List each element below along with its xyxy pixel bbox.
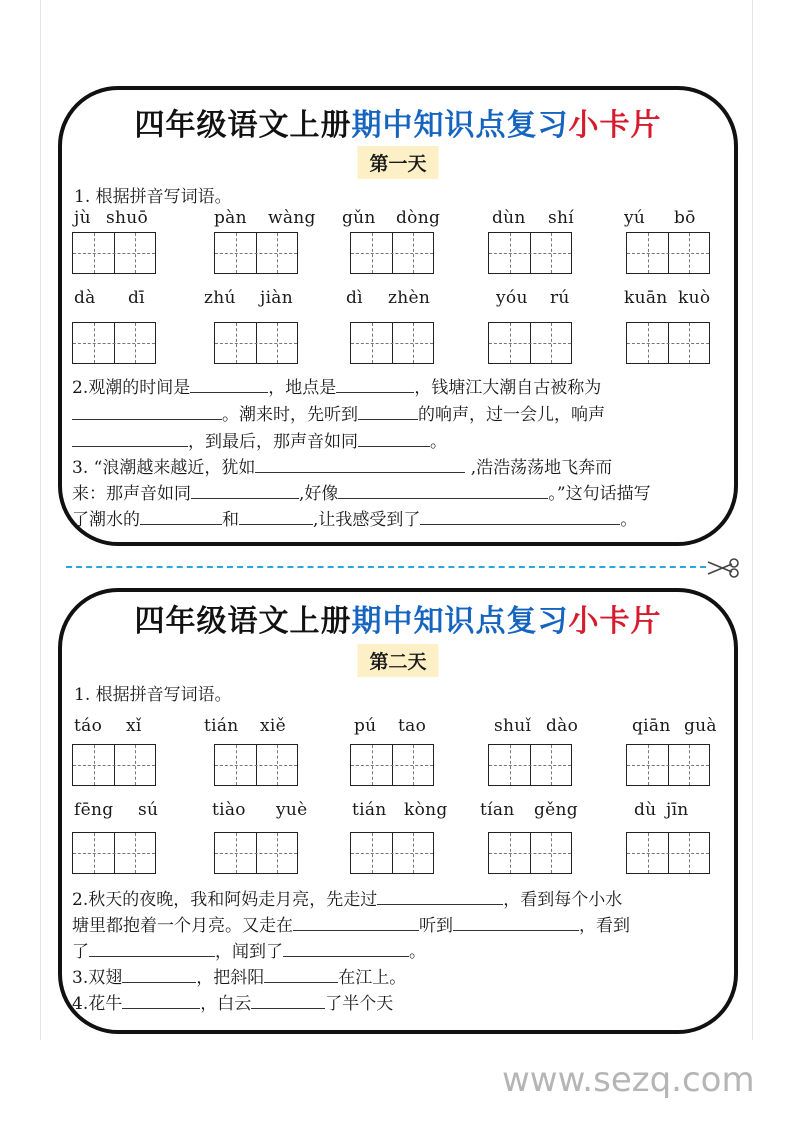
pinyin-syllable: kòng (404, 800, 448, 820)
answer-blank[interactable] (420, 506, 620, 525)
answer-blank[interactable] (190, 374, 268, 393)
answer-blank[interactable] (358, 401, 418, 420)
writing-grid[interactable] (350, 744, 434, 786)
pinyin-syllable: dùn (492, 208, 526, 228)
question-3-line (72, 964, 406, 991)
day-label: 第一天 (357, 146, 438, 179)
question-1-prompt: 1. 根据拼音写词语。 (74, 187, 232, 207)
question-text: 。”这句话描写 (548, 484, 651, 504)
question-text: 2.秋天的夜晚，我和阿妈走月亮，先走过 (72, 890, 378, 910)
writing-grid[interactable] (72, 744, 156, 786)
pinyin-syllable: kuò (678, 288, 711, 308)
answer-blank[interactable] (191, 480, 299, 499)
question-text: 了 (72, 942, 89, 962)
pinyin-syllable: kuān (624, 288, 668, 308)
pinyin-syllable: sú (138, 800, 159, 820)
answer-blank[interactable] (140, 506, 222, 525)
question-text: 听到 (419, 916, 453, 936)
question-3-line-1 (72, 454, 612, 481)
pinyin-syllable: yuè (276, 800, 308, 820)
question-text: ,浩浩荡荡地飞奔而 (465, 458, 613, 478)
answer-blank[interactable] (239, 506, 313, 525)
title-part-card: 小卡片 (568, 108, 662, 143)
answer-blank[interactable] (283, 938, 409, 957)
question-text: ,好像 (299, 484, 339, 504)
writing-grid[interactable] (214, 744, 298, 786)
title-part-topic: 期中知识点复习 (351, 604, 569, 639)
question-4-line (72, 990, 393, 1017)
question-2-line-2 (72, 401, 605, 428)
answer-blank[interactable] (358, 428, 430, 447)
question-text: 的响声，过一会儿，响声 (418, 405, 605, 425)
question-text: ，地点是 (268, 378, 337, 398)
answer-blank[interactable] (453, 912, 579, 931)
question-2-line-1 (72, 886, 622, 913)
pinyin-syllable: pú (354, 716, 377, 736)
answer-blank[interactable] (336, 374, 414, 393)
answer-blank[interactable] (338, 480, 548, 499)
question-text: ，白云 (200, 994, 252, 1014)
pinyin-syllable: xǐ (126, 716, 142, 736)
answer-blank[interactable] (293, 912, 419, 931)
answer-blank[interactable] (377, 886, 503, 905)
pinyin-syllable: zhèn (388, 288, 431, 308)
writing-grid[interactable] (488, 744, 572, 786)
question-text: ,让我感受到了 (313, 510, 421, 530)
day-label: 第二天 (357, 644, 438, 677)
writing-grid[interactable] (350, 832, 434, 874)
pinyin-syllable: dào (546, 716, 579, 736)
writing-grid[interactable] (488, 232, 572, 274)
title-part-topic: 期中知识点复习 (351, 108, 569, 143)
question-text: 。 (620, 510, 638, 530)
writing-grid[interactable] (626, 832, 710, 874)
pinyin-syllable: jù (74, 208, 91, 228)
pinyin-syllable: wàng (268, 208, 316, 228)
pinyin-syllable: jīn (666, 800, 689, 820)
question-1-prompt: 1. 根据拼音写词语。 (74, 685, 232, 705)
pinyin-syllable: yóu (496, 288, 528, 308)
right-margin-line (752, 0, 753, 1040)
question-text: 了半个天 (325, 994, 394, 1014)
writing-grid[interactable] (626, 322, 710, 364)
question-text: ，钱塘江大潮自古被称为 (414, 378, 602, 398)
pinyin-syllable: shí (548, 208, 575, 228)
pinyin-syllable: dì (346, 288, 363, 308)
writing-grid[interactable] (72, 232, 156, 274)
question-3-line-2 (72, 480, 651, 507)
pinyin-syllable: táo (74, 716, 103, 736)
question-text: 2.观潮的时间是 (72, 378, 191, 398)
scissors-icon (706, 556, 740, 580)
question-text: 了潮水的 (72, 510, 140, 530)
answer-blank[interactable] (122, 964, 196, 983)
pinyin-syllable: tao (398, 716, 427, 736)
pinyin-syllable: tiào (212, 800, 246, 820)
pinyin-syllable: shuō (106, 208, 149, 228)
pinyin-syllable: qiān (632, 716, 671, 736)
question-text: ，把斜阳 (196, 968, 265, 988)
pinyin-syllable: xiě (260, 716, 286, 736)
writing-grid[interactable] (350, 232, 434, 274)
writing-grid[interactable] (350, 322, 434, 364)
review-card-day-2 (58, 588, 738, 1034)
cut-line (66, 566, 706, 568)
pinyin-syllable: zhú (204, 288, 236, 308)
pinyin-syllable: gǔn (342, 208, 376, 228)
question-text: ，看到 (579, 916, 630, 936)
answer-blank[interactable] (72, 401, 222, 420)
card-title (62, 100, 734, 144)
answer-blank[interactable] (255, 454, 465, 473)
question-text: 塘里都抱着一个月亮。又走在 (72, 916, 293, 936)
writing-grid[interactable] (488, 832, 572, 874)
question-text: 。 (430, 432, 447, 452)
question-2-line-3 (72, 938, 426, 965)
pinyin-syllable: jiàn (260, 288, 293, 308)
review-card-day-1 (58, 86, 738, 546)
answer-blank[interactable] (72, 428, 188, 447)
question-text: ，闻到了 (215, 942, 283, 962)
writing-grid[interactable] (626, 744, 710, 786)
question-text: 和 (222, 510, 239, 530)
pinyin-syllable: bō (674, 208, 696, 228)
question-text: 。潮来时，先听到 (222, 405, 358, 425)
answer-blank[interactable] (122, 990, 200, 1009)
question-text: 3. “浪潮越来越近，犹如 (72, 458, 256, 478)
pinyin-syllable: tían (480, 800, 515, 820)
question-text: 。 (409, 942, 426, 962)
answer-blank[interactable] (89, 938, 215, 957)
pinyin-syllable: guà (684, 716, 717, 736)
question-text: ，看到每个小水 (503, 890, 623, 910)
writing-grid[interactable] (72, 322, 156, 364)
pinyin-syllable: dù (634, 800, 657, 820)
pinyin-syllable: pàn (214, 208, 247, 228)
card-title (62, 596, 734, 640)
answer-blank[interactable] (251, 990, 325, 1009)
left-margin-line (40, 0, 41, 1040)
pinyin-syllable: dà (74, 288, 96, 308)
pinyin-syllable: shuǐ (494, 716, 532, 736)
writing-grid[interactable] (72, 832, 156, 874)
writing-grid[interactable] (214, 232, 298, 274)
question-2-line-3 (72, 428, 447, 455)
question-text: 3.双翅 (72, 968, 123, 988)
pinyin-syllable: gěng (534, 800, 578, 820)
pinyin-syllable: yú (624, 208, 646, 228)
title-part-grade: 四年级语文上册 (134, 108, 352, 143)
question-2-line-2 (72, 912, 630, 939)
answer-blank[interactable] (264, 964, 338, 983)
writing-grid[interactable] (214, 322, 298, 364)
question-text: ，到最后，那声音如同 (188, 432, 358, 452)
question-text: 4.花牛 (72, 994, 123, 1014)
title-part-grade: 四年级语文上册 (134, 604, 352, 639)
writing-grid[interactable] (214, 832, 298, 874)
site-watermark: www.sezq.com (502, 1060, 755, 1100)
question-2-line-1 (72, 374, 601, 401)
pinyin-syllable: tián (352, 800, 387, 820)
question-text: 来：那声音如同 (72, 484, 191, 504)
pinyin-syllable: tián (204, 716, 239, 736)
writing-grid[interactable] (488, 322, 572, 364)
question-text: 在江上。 (338, 968, 407, 988)
title-part-card: 小卡片 (568, 604, 662, 639)
pinyin-syllable: rú (550, 288, 570, 308)
writing-grid[interactable] (626, 232, 710, 274)
pinyin-syllable: dòng (396, 208, 441, 228)
pinyin-syllable: dī (128, 288, 145, 308)
question-3-line-3 (72, 506, 637, 533)
pinyin-syllable: fēng (74, 800, 114, 820)
